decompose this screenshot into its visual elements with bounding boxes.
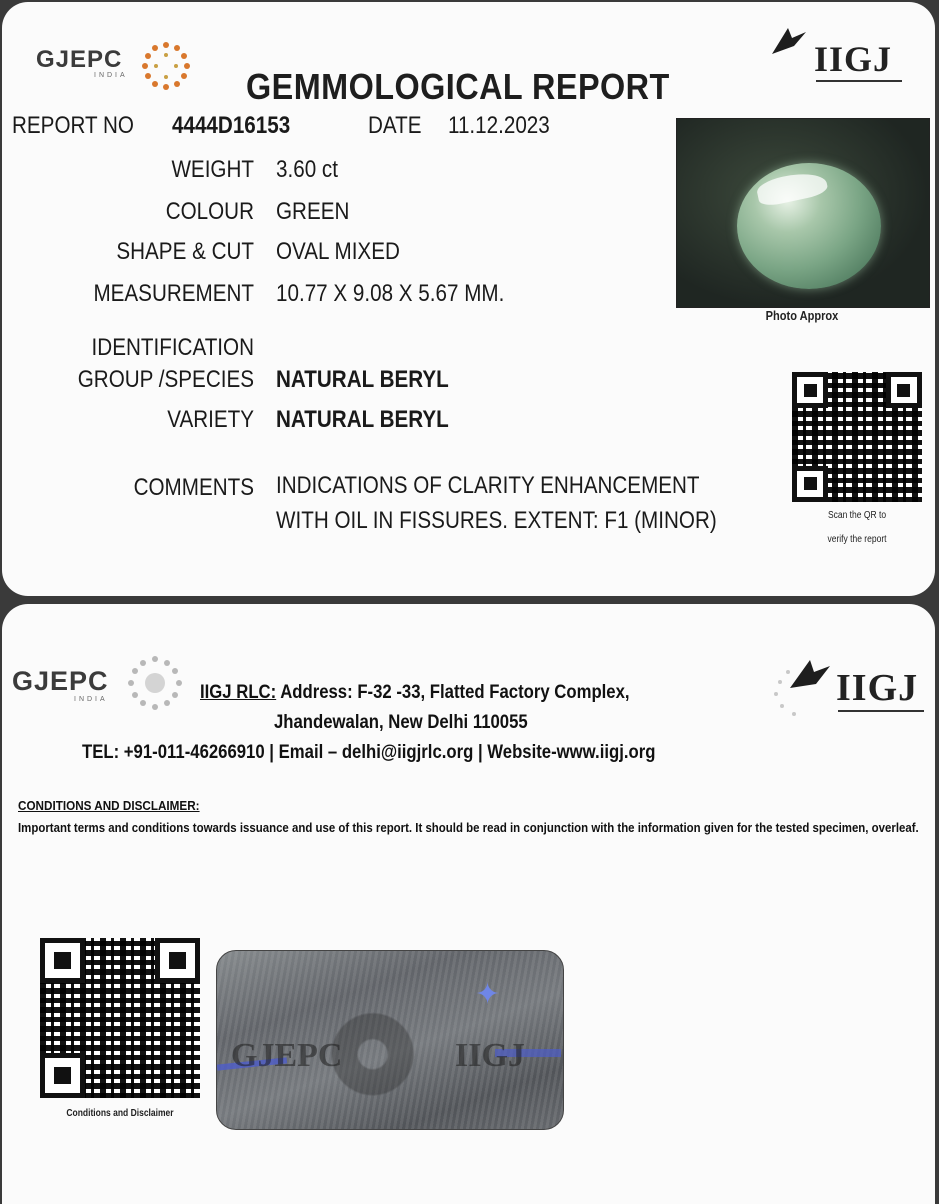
qr-caption-line2: verify the report bbox=[827, 534, 887, 545]
verify-qr-code[interactable] bbox=[792, 372, 922, 502]
variety-label: VARIETY bbox=[167, 406, 254, 433]
iigj-logo-back bbox=[766, 654, 926, 724]
comments-value: INDICATIONS OF CLARITY ENHANCEMENT WITH OIL IN FISSURES. EXTENT: F1 (MINOR) bbox=[276, 472, 717, 534]
report-front-card bbox=[2, 2, 935, 596]
gjepc-sun-icon bbox=[140, 40, 192, 92]
iigj-logo-text-back: IIGJ bbox=[836, 667, 919, 709]
report-title: GEMMOLOGICAL REPORT bbox=[246, 66, 670, 107]
iigj-bird-icon-back bbox=[766, 654, 832, 720]
qr-finder-bottom-left bbox=[792, 466, 828, 502]
conditions-qr-code[interactable] bbox=[40, 938, 200, 1098]
address-line-1 bbox=[200, 682, 630, 704]
gem-photo bbox=[676, 118, 930, 308]
iigj-bird-icon bbox=[770, 24, 808, 58]
measurement-label: MEASUREMENT bbox=[93, 280, 254, 307]
qr-finder-bottom-left-back bbox=[40, 1053, 85, 1098]
identification-label: IDENTIFICATION bbox=[91, 334, 255, 361]
iigj-logo-text: IIGJ bbox=[814, 39, 893, 79]
security-hologram bbox=[216, 950, 564, 1130]
gjepc-logo-subtext-back: INDIA bbox=[74, 696, 108, 703]
gjepc-sun-icon-back bbox=[126, 654, 184, 712]
shape-cut-label: SHAPE & CUT bbox=[116, 238, 255, 265]
group-species-value: NATURAL BERYL bbox=[276, 366, 449, 393]
iigj-logo-underline-back bbox=[838, 710, 924, 712]
group-species-label: GROUP /SPECIES bbox=[77, 366, 255, 393]
hologram-bird-icon: ✦ bbox=[475, 978, 501, 1011]
photo-caption: Photo Approx bbox=[765, 308, 839, 323]
contact-line: TEL: +91-011-46266910 | Email – delhi@iigjrlc.org | Website-www.iigj.org bbox=[82, 742, 656, 763]
iigj-logo bbox=[770, 24, 920, 84]
conditions-title: CONDITIONS AND DISCLAIMER: bbox=[18, 798, 200, 813]
address-line-2: Jhandewalan, New Delhi 110055 bbox=[274, 712, 528, 733]
report-no-value: 4444D16153 bbox=[172, 112, 291, 139]
conditions-body: Important terms and conditions towards issuance and use of this report. It should be read in conjunction with the information given for the tested specimen, overleaf. bbox=[18, 820, 919, 835]
qr-finder-top-left-back bbox=[40, 938, 85, 983]
qr-finder-top-right-back bbox=[155, 938, 200, 983]
qr-finder-top-right bbox=[886, 372, 922, 408]
variety-value: NATURAL BERYL bbox=[276, 406, 449, 433]
address-text: Address: F-32 -33, Flatted Factory Complex, bbox=[280, 682, 630, 703]
hologram-gjepc-text: GJEPC bbox=[231, 1037, 343, 1074]
date-label: DATE bbox=[368, 112, 422, 139]
report-no-label: REPORT NO bbox=[12, 112, 134, 139]
gem-image bbox=[737, 163, 881, 289]
date-value: 11.12.2023 bbox=[448, 112, 550, 139]
shape-cut-value: OVAL MIXED bbox=[276, 238, 400, 265]
colour-label: COLOUR bbox=[165, 198, 254, 225]
gjepc-logo-subtext: INDIA bbox=[94, 72, 128, 79]
gjepc-logo-text-back: GJEPC bbox=[12, 666, 109, 696]
gjepc-logo bbox=[36, 40, 206, 90]
iigj-logo-underline bbox=[816, 80, 902, 82]
weight-value: 3.60 ct bbox=[276, 156, 338, 183]
comments-label: COMMENTS bbox=[133, 474, 254, 501]
qr-caption-line1: Scan the QR to bbox=[827, 510, 887, 521]
gjepc-logo-text: GJEPC bbox=[36, 46, 123, 73]
measurement-value: 10.77 X 9.08 X 5.67 MM. bbox=[276, 280, 505, 307]
qr-finder-top-left bbox=[792, 372, 828, 408]
conditions-qr-caption: Conditions and Disclaimer bbox=[66, 1108, 174, 1119]
address-label: IIGJ RLC: bbox=[200, 682, 277, 703]
colour-value: GREEN bbox=[276, 198, 350, 225]
hologram-iigj-text: IIGJ bbox=[455, 1037, 525, 1074]
weight-label: WEIGHT bbox=[171, 156, 254, 183]
gjepc-logo-back bbox=[12, 654, 192, 714]
report-back-card bbox=[2, 604, 935, 1204]
